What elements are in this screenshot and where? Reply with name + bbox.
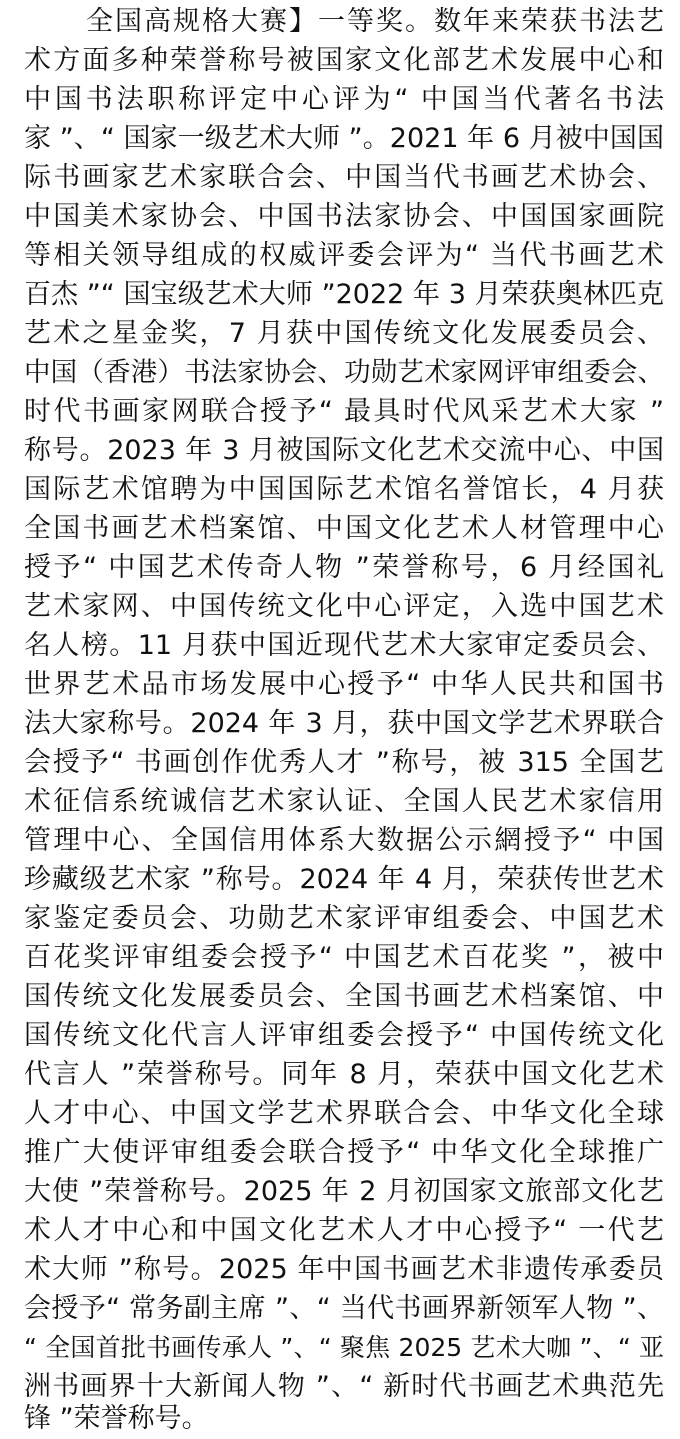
text-line: 名人榜。11 月获中国近现代艺术大家审定委员会、 [24,630,664,661]
text-line: 中国书法职称评定中心评为“ 中国当代著名书法 [24,84,664,115]
text-line: “ 全国首批书画传承人 ”、“ 聚焦 2025 艺术大咖 ”、“ 亚 [24,1333,664,1362]
text-line: 中国美术家协会、中国书法家协会、中国国家画院 [24,201,664,232]
text-line: 管理中心、全国信用体系大数据公示網授予“ 中国 [24,825,664,856]
text-line: 际书画家艺术家联合会、中国当代书画艺术协会、 [24,162,664,193]
text-line: 授予“ 中国艺术传奇人物 ”荣誉称号，6 月经国礼 [24,552,664,583]
text-line: 家鉴定委员会、功勋艺术家评审组委会、中国艺术 [24,903,664,934]
text-line: 会授予“ 书画创作优秀人才 ”称号，被 315 全国艺 [24,747,664,778]
text-line: 人才中心、中国文学艺术界联合会、中华文化全球 [24,1098,664,1129]
text-line: 世界艺术品市场发展中心授予“ 中华人民共和国书 [24,669,664,700]
text-line: 术征信系统诚信艺术家认证、全国人民艺术家信用 [24,786,664,817]
text-line-last: 锋 ”荣誉称号。 [24,1403,209,1434]
text-line: 全国书画艺术档案馆、中国文化艺术人材管理中心 [24,513,664,544]
text-line: 等相关领导组成的权威评委会评为“ 当代书画艺术 [24,240,664,271]
text-line: 百花奖评审组委会授予“ 中国艺术百花奖 ”，被中 [24,942,664,973]
text-line: 国传统文化代言人评审组委会授予“ 中国传统文化 [24,1020,664,1051]
text-line: 会授予“ 常务副主席 ”、“ 当代书画界新领军人物 ”、 [24,1293,664,1324]
text-line: 大使 ”荣誉称号。2025 年 2 月初国家文旅部文化艺 [24,1176,664,1207]
text-line: 时代书画家网联合授予“ 最具时代风采艺术大家 ” [24,396,664,427]
text-line: 国传统文化发展委员会、全国书画艺术档案馆、中 [24,981,664,1012]
text-line: 术大师 ”称号。2025 年中国书画艺术非遗传承委员 [24,1254,664,1285]
text-line: 中国（香港）书法家协会、功勋艺术家网评审组委会、 [24,357,664,388]
text-line: 推广大使评审组委会联合授予“ 中华文化全球推广 [24,1137,664,1168]
text-line: 术人才中心和中国文化艺术人才中心授予“ 一代艺 [24,1215,664,1246]
text-line: 国际艺术馆聘为中国国际艺术馆名誉馆长，4 月获 [24,474,664,505]
text-line: 洲书画界十大新闻人物 ”、“ 新时代书画艺术典范先 [24,1371,664,1402]
text-line: 家 ”、“ 国家一级艺术大师 ”。2021 年 6 月被中国国 [24,123,664,154]
text-line: 艺术家网、中国传统文化中心评定，入选中国艺术 [24,591,664,622]
text-line: 百杰 ”“ 国宝级艺术大师 ”2022 年 3 月荣获奥林匹克 [24,279,664,310]
text-line: 艺术之星金奖，7 月获中国传统文化发展委员会、 [24,318,664,349]
text-line: 称号。2023 年 3 月被国际文化艺术交流中心、中国 [24,435,664,466]
text-line: 全国高规格大赛】一等奖。数年来荣获书法艺 [86,6,664,37]
text-line: 法大家称号。2024 年 3 月，获中国文学艺术界联合 [24,708,664,739]
text-line: 珍藏级艺术家 ”称号。2024 年 4 月，荣获传世艺术 [24,864,664,895]
text-line: 术方面多种荣誉称号被国家文化部艺术发展中心和 [24,45,664,76]
text-line: 代言人 ”荣誉称号。同年 8 月，荣获中国文化艺术 [24,1059,664,1090]
